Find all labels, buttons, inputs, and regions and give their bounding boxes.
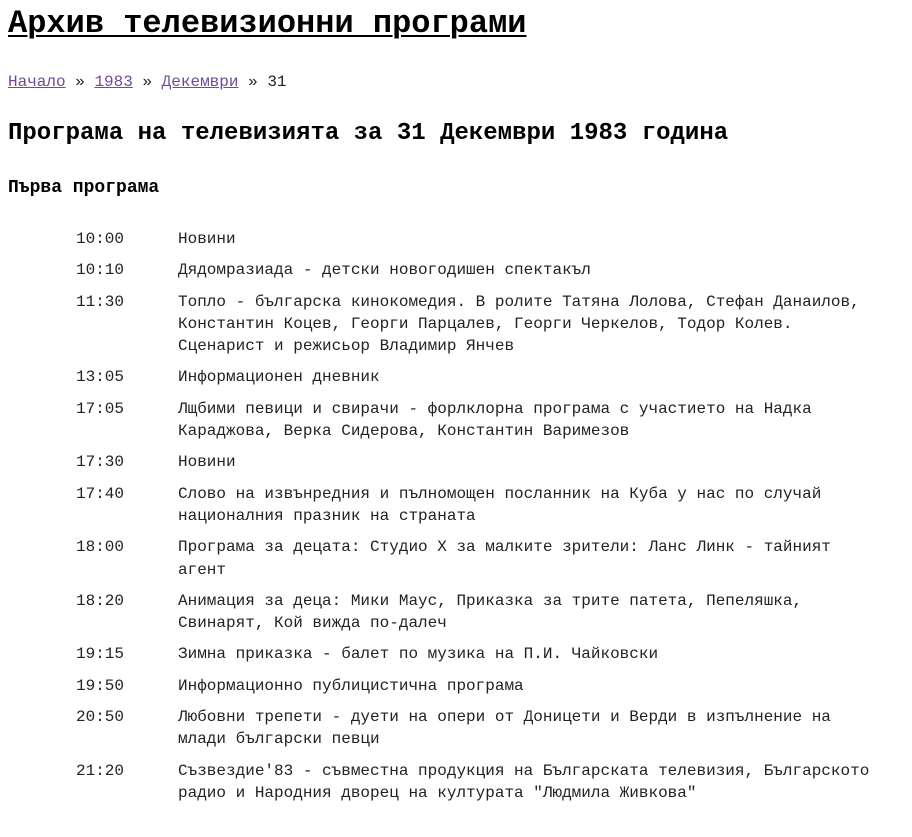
schedule-item-title: Любовни трепети - дуети на опери от Доницети и Верди в изпълнение на млади български певци bbox=[178, 708, 831, 749]
schedule-item-title: Топло - българска кинокомедия. В ролите Татяна Лолова, Стефан Данаилов, Константин Коцев, Георги Парцалев, Георги Черкелов, Тодор Колев. Сценарист и режисьор Владимир Янчев bbox=[178, 292, 860, 356]
schedule-item-time: 11:30 bbox=[76, 292, 125, 311]
breadcrumb-separator: » bbox=[142, 73, 153, 91]
schedule-item-title: Анимация за деца: Мики Маус, Приказка за трите патета, Пепеляшка, Свинарят, Кой вижда по-далеч bbox=[178, 591, 803, 633]
schedule-item bbox=[76, 259, 896, 281]
schedule-item bbox=[76, 590, 896, 635]
schedule-item bbox=[76, 483, 896, 528]
schedule-item bbox=[76, 643, 896, 665]
schedule-item bbox=[76, 451, 896, 473]
schedule-item-time: 10:10 bbox=[76, 261, 125, 280]
schedule-item-time: 20:50 bbox=[76, 708, 125, 727]
schedule-item-time: 21:20 bbox=[76, 761, 125, 780]
breadcrumb-link-year[interactable]: 1983 bbox=[94, 73, 133, 91]
schedule-item bbox=[76, 228, 896, 250]
schedule-item-time: 17:05 bbox=[76, 399, 125, 418]
schedule-item-title: Новини bbox=[178, 453, 236, 472]
breadcrumb-separator: » bbox=[248, 73, 258, 91]
schedule-item-title: Новини bbox=[178, 230, 236, 248]
page-title: Програма на телевизията за 31 Декември 1983 година bbox=[8, 120, 729, 147]
schedule-item-time: 19:50 bbox=[76, 676, 125, 695]
schedule-item-time: 19:15 bbox=[76, 645, 125, 664]
schedule-item bbox=[76, 675, 896, 697]
schedule-item bbox=[76, 398, 896, 443]
schedule-item-title: Дядомразиада - детски новогодишен спектакъл bbox=[178, 261, 591, 280]
schedule-item-title: Информационен дневник bbox=[178, 368, 380, 387]
schedule-item-time: 18:20 bbox=[76, 591, 125, 610]
schedule-item-time: 18:00 bbox=[76, 538, 125, 557]
schedule-item bbox=[76, 366, 896, 388]
schedule-item-title: Програма за децата: Студио Х за малките зрители: Ланс Линк - тайният агент bbox=[178, 538, 831, 579]
channel-title: Първа програма bbox=[8, 178, 160, 198]
schedule-item-time: 13:05 bbox=[76, 368, 125, 387]
breadcrumb-separator: » bbox=[75, 73, 85, 91]
breadcrumb-link-home[interactable]: Начало bbox=[8, 73, 66, 91]
schedule-item bbox=[76, 760, 896, 805]
schedule-item-time: 17:30 bbox=[76, 453, 125, 472]
breadcrumb-current-day: 31 bbox=[267, 73, 287, 91]
site-title bbox=[8, 4, 526, 44]
breadcrumb-link-month[interactable]: Декември bbox=[161, 73, 239, 91]
schedule-item bbox=[76, 291, 896, 358]
schedule-item-time: 17:40 bbox=[76, 484, 125, 503]
site-title-link[interactable]: Архив телевизионни програми bbox=[8, 5, 527, 42]
schedule-item-title: Съзвездие'83 - съвместна продукция на Българската телевизия, Българското радио и Народния дворец на културата "Людмила Живкова" bbox=[178, 761, 870, 802]
schedule-item-title: Лщбими певици и свирачи - форлклорна програма с участието на Надка Караджова, Верка Сидерова, Константин Варимезов bbox=[178, 399, 812, 441]
schedule-item-title: Зимна приказка - балет по музика на П.И. Чайковски bbox=[178, 645, 659, 664]
schedule-item-title: Слово на извънредния и пълномощен посланник на Куба у нас по случай националния празник на страната bbox=[178, 484, 822, 525]
schedule-item bbox=[76, 706, 896, 751]
schedule-item-time: 10:00 bbox=[76, 230, 125, 248]
schedule-item bbox=[76, 536, 896, 581]
schedule-item-title: Информационно публицистична програма bbox=[178, 676, 524, 695]
schedule-list bbox=[76, 228, 896, 813]
breadcrumb bbox=[8, 72, 287, 92]
